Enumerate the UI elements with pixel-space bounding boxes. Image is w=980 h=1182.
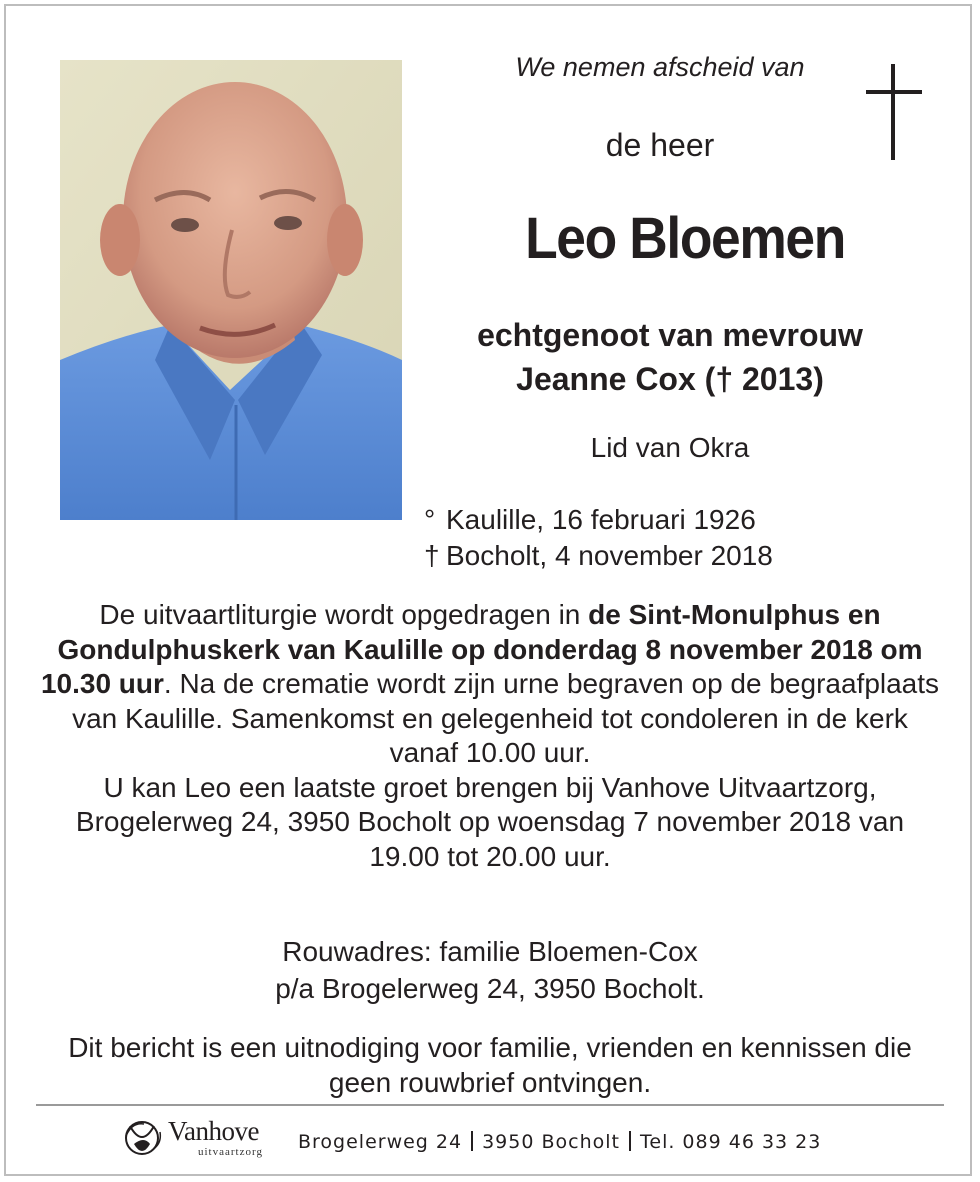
logo-name: Vanhove: [168, 1116, 259, 1146]
cross-icon: [866, 64, 922, 160]
life-dates: [424, 502, 773, 574]
spouse-info: [440, 313, 900, 401]
funeral-details: [40, 598, 940, 874]
death-line: [424, 538, 773, 574]
contact-separator: [629, 1131, 631, 1151]
membership: Lid van Okra: [590, 432, 750, 463]
death-symbol: †: [424, 540, 440, 571]
details-church-date: de Sint-Monulphus en Gondulphuskerk van Kaulille op donderdag 8 november 2018 om 10.30 uur: [40, 599, 923, 699]
birth-symbol: °: [424, 504, 436, 535]
mourning-address: [40, 933, 940, 1007]
details-intro: De uitvaartliturgie wordt opgedragen in: [99, 599, 589, 630]
portrait-photo: [60, 60, 402, 520]
logo-subtitle: uitvaartzorg: [198, 1146, 263, 1158]
birth-text: Kaulille, 16 februari 1926: [446, 504, 756, 535]
spouse-line-1: echtgenoot van mevrouw: [477, 317, 863, 353]
invitation-note: Dit bericht is een uitnodiging voor familie, vrienden en kennissen die geen rouwbrief ontvingen.: [68, 1032, 912, 1098]
address-line-2: p/a Brogelerweg 24, 3950 Bocholt.: [275, 973, 705, 1004]
farewell-intro: We nemen afscheid van: [515, 52, 805, 82]
contact-street: Brogelerweg 24: [298, 1131, 463, 1153]
contact-city: 3950 Bocholt: [482, 1131, 620, 1153]
deceased-name: Leo Bloemen: [525, 206, 845, 271]
address-line-1: Rouwadres: familie Bloemen-Cox: [282, 936, 698, 967]
details-burial: . Na de crematie wordt zijn urne begraven op de begraafplaats van Kaulille. Samenkomst en gelegenheid tot condoleren in de kerk vanaf 10.00 uur.: [72, 668, 940, 768]
honorific: de heer: [605, 127, 715, 163]
spouse-line-2: Jeanne Cox († 2013): [516, 361, 824, 397]
contact-phone: Tel. 089 46 33 23: [640, 1131, 822, 1153]
death-text: Bocholt, 4 november 2018: [446, 540, 773, 571]
footer-divider: [36, 1104, 944, 1106]
logo-emblem-icon: [122, 1118, 166, 1158]
contact-separator: [471, 1131, 473, 1151]
birth-line: [424, 502, 773, 538]
footer-contact: [298, 1131, 821, 1153]
funeral-home-logo: [122, 1114, 292, 1158]
details-visitation: U kan Leo een laatste groet brengen bij Vanhove Uitvaartzorg, Brogelerweg 24, 3950 Bocholt op woensdag 7 november 2018 van 19.00 tot 20.00 uur.: [75, 771, 905, 872]
